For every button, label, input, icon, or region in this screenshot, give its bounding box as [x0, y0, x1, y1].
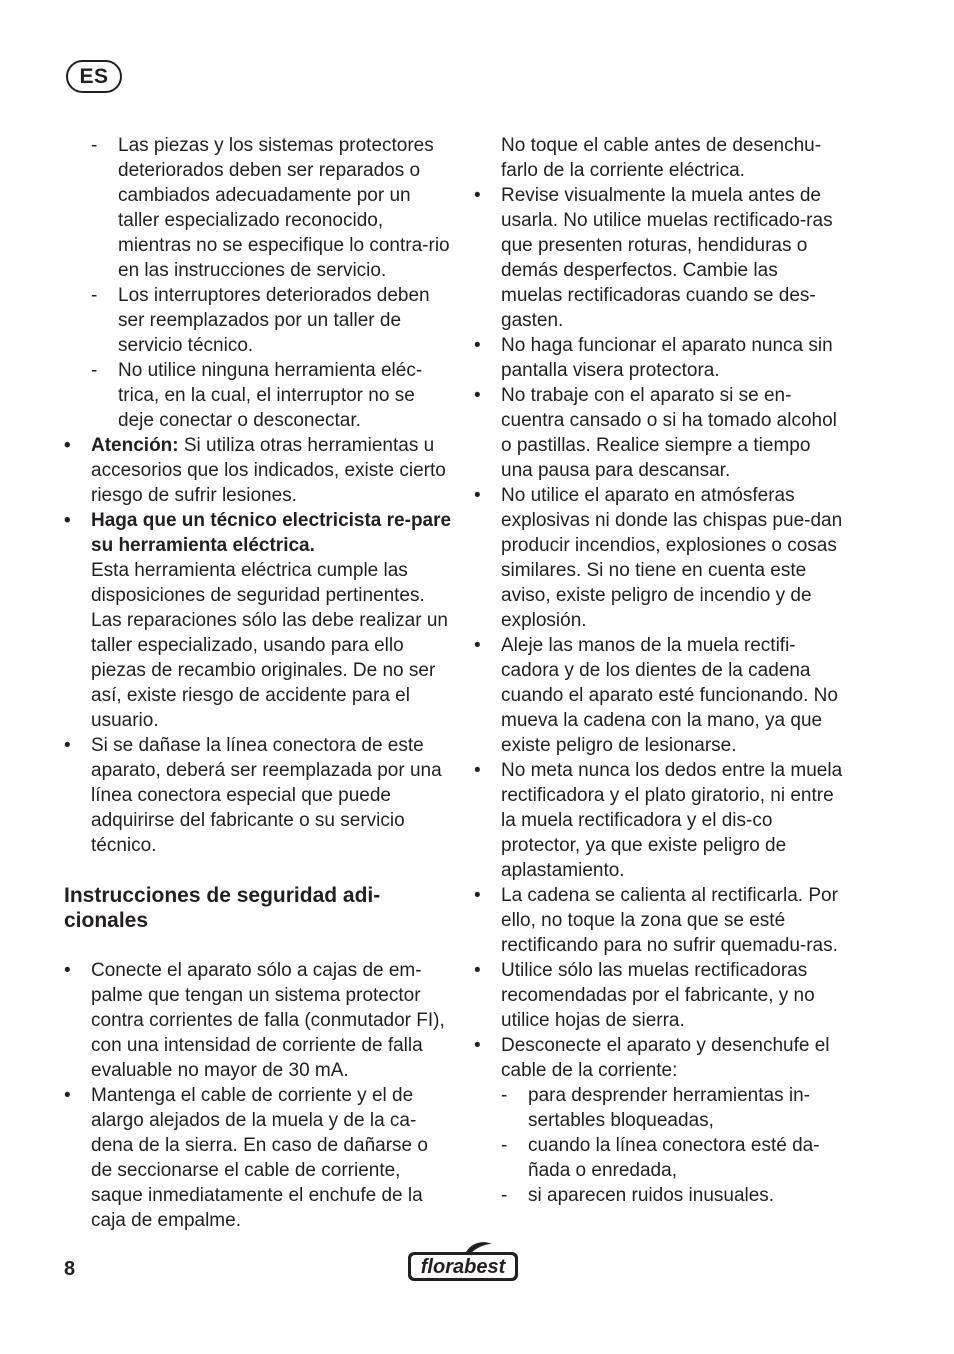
list-item: • Aleje las manos de la muela rectifi-cadora y de los dientes de la cadena cuando el aparato esté funcionando. No mueva la cadena con la mano, ya que existe peligro de lesionarse.: [474, 635, 838, 756]
list-item: • No trabaje con el aparato si se en-cuentra cansado o si ha tomado alcohol o pastillas. Realice siempre a tiempo una pausa para descansar.: [474, 385, 837, 481]
list-item-continuation: No toque el cable antes de desenchu-farlo de la corriente eléctrica.: [501, 135, 822, 181]
list-item: • No haga funcionar el aparato nunca sin pantalla visera protectora.: [474, 335, 833, 381]
list-item: • Mantenga el cable de corriente y el de alargo alejados de la muela y de la ca-dena de la sierra. En caso de dañarse o de seccionarse el cable de corriente, saque inmediatamente el enchufe de la caja de empalme.: [64, 1085, 428, 1231]
right-column: [474, 133, 844, 1208]
list-item: • Revise visualmente la muela antes de usarla. No utilice muelas rectificado-ras que presenten roturas, hendiduras o demás desperfectos. Cambie las muelas rectificadoras cuando se des-gasten.: [474, 185, 833, 331]
list-item: - para desprender herramientas in-sertables bloqueadas,: [501, 1085, 810, 1131]
list-item: - cuando la línea conectora esté da-ñada o enredada,: [501, 1135, 820, 1181]
list-item: • Atención: Si utiliza otras herramientas u accesorios que los indicados, existe cierto riesgo de sufrir lesiones.: [64, 435, 446, 506]
list-item: • Haga que un técnico electricista re-pare su herramienta eléctrica. Esta herramienta eléctrica cumple las disposiciones de seguridad pertinentes. Las reparaciones sólo las debe realizar un taller especializado, usando para ello piezas de recambio originales. De no ser así, existe riesgo de accidente para el usuario.: [64, 510, 452, 731]
list-item: • No utilice el aparato en atmósferas explosivas ni donde las chispas pue-dan producir incendios, explosiones o cosas similares. Si no tiene en cuenta este aviso, existe peligro de incendio y de explosión.: [474, 485, 843, 631]
list-item: • Utilice sólo las muelas rectificadoras recomendadas por el fabricante, y no utilice hojas de sierra.: [474, 960, 815, 1031]
logo-text: florabest: [420, 1256, 506, 1278]
list-item: • Si se dañase la línea conectora de este aparato, deberá ser reemplazada por una línea conectora especial que puede adquirirse del fabricante o su servicio técnico.: [64, 735, 442, 856]
list-item: • No meta nunca los dedos entre la muela rectificadora y el plato giratorio, ni entre la muela rectificadora y el dis-co protector, ya que existe peligro de aplastamiento.: [474, 760, 843, 881]
list-item: - si aparecen ruidos inusuales.: [501, 1185, 775, 1206]
list-item: - No utilice ninguna herramienta eléc-trica, en la cual, el interruptor no se deje conectar o desconectar.: [91, 360, 423, 431]
list-item: • La cadena se calienta al rectificarla. Por ello, no toque la zona que se esté rectificando para no sufrir quemadu-ras.: [474, 885, 838, 956]
page-number: 8: [64, 1258, 76, 1280]
section-heading: Instrucciones de seguridad adi-cionales: [64, 884, 381, 932]
left-column: [64, 133, 454, 1233]
list-item: - Los interruptores deteriorados deben ser reemplazados por un taller de servicio técnico.: [91, 285, 430, 356]
florabest-logo: [406, 1240, 520, 1284]
list-item: • Conecte el aparato sólo a cajas de em-palme que tengan un sistema protector contra corrientes de falla (conmutador FI), con una intensidad de corriente de falla evaluable no mayor de 30 mA.: [64, 960, 445, 1081]
list-item: - Las piezas y los sistemas protectores deteriorados deben ser reparados o cambiados adecuadamente por un taller especializado reconocido, mientras no se especifique lo contra-rio en las instrucciones de servicio.: [91, 135, 450, 281]
list-item: • Desconecte el aparato y desenchufe el cable de la corriente:: [474, 1035, 830, 1081]
language-badge: ES: [66, 60, 122, 93]
